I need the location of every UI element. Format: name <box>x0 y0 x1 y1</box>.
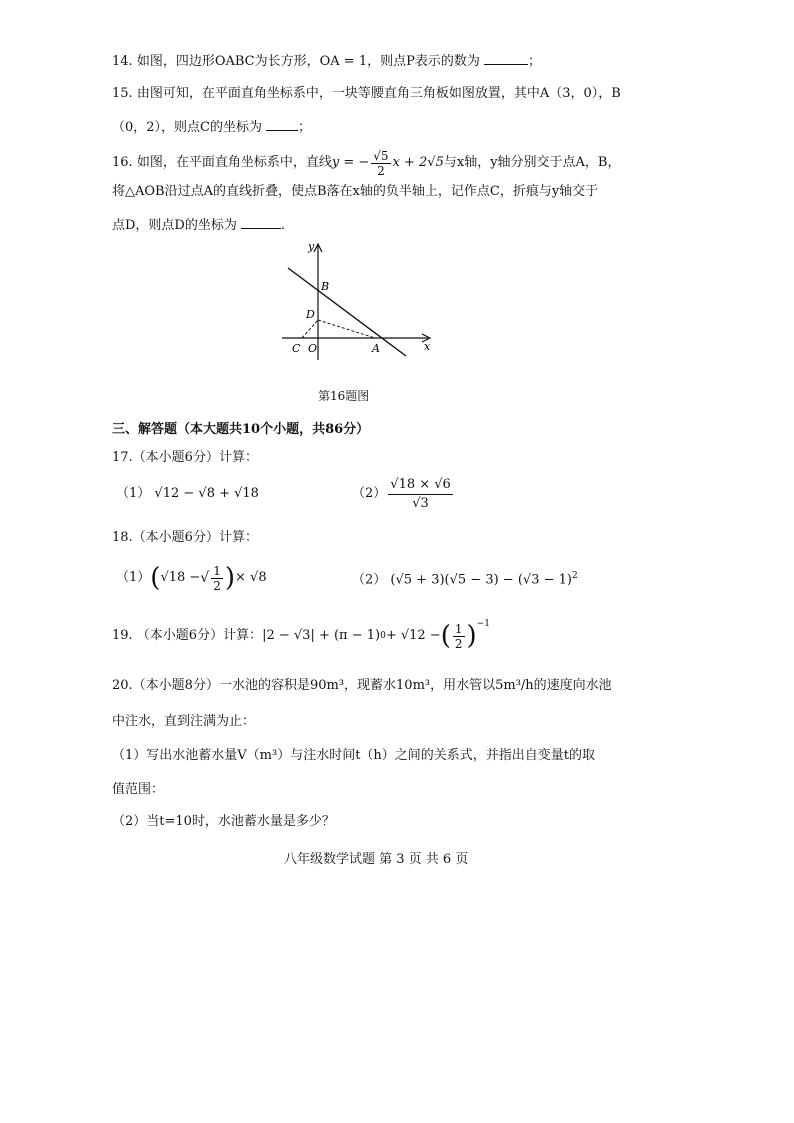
math-expression: + √12 − <box>385 628 441 643</box>
math-expression: √12 − √8 + √18 <box>154 486 259 501</box>
question-text: 如图，四边形OABC为长方形，OA = 1，则点P表示的数为 <box>136 54 480 69</box>
math-fraction: $\frac{1}{2}$ <box>454 621 463 651</box>
answer-blank <box>484 50 528 65</box>
question-text: 点D，则点D的坐标为 <box>112 218 237 233</box>
answer-blank <box>266 116 298 131</box>
question-14: 14. 如图，四边形OABC为长方形，OA = 1，则点P表示的数为 ； <box>112 50 541 72</box>
fold-line-da <box>318 320 375 338</box>
question-number: 14. <box>112 54 133 69</box>
question-20-line3: （1）写出水池蓄水量V（m³）与注水时间t（h）之间的关系式，并指出自变量t的取 <box>112 748 596 763</box>
label-b: B <box>321 280 330 293</box>
question-text: 由图可知，在平面直角坐标系中，一块等腰直角三角板如图放置，其中A（3，0），B <box>136 86 621 101</box>
question-17-head: 17.（本小题6分）计算： <box>112 450 258 465</box>
page-footer: 八年级数学试题 第 3 页 共 6 页 <box>284 852 469 867</box>
math-fraction: $\frac{√18 \times √6}{√3}$ <box>390 476 451 511</box>
equation-prefix: y = − <box>331 155 370 170</box>
question-18-part2: （2） $(√5 + 3)(√5 - 3) - (√3 - 1)^2$ <box>352 571 578 588</box>
question-number: 16. <box>112 155 133 170</box>
question-number: 15. <box>112 86 133 101</box>
section-title: 三、解答题（本大题共10个小题，共86分） <box>112 422 370 437</box>
question-text: 与x轴，y轴分别交于点A，B， <box>443 155 621 170</box>
label-d: D <box>306 308 315 321</box>
question-15-line2: （0，2），则点C的坐标为 ； <box>112 116 311 138</box>
figure-caption: 第16题图 <box>318 389 370 403</box>
question-15-line1 <box>112 84 621 104</box>
question-20-line1: 20.（本小题8分）一水池的容积是90m³，现蓄水10m³，用水管以5m³/h的速度向水池 <box>112 678 612 693</box>
question-20-line5: （2）当t=10时，水池蓄水量是多少？ <box>112 814 335 829</box>
math-expression: (√5 + 3)(√5 − 3) − (√3 − 1) <box>390 572 572 588</box>
question-16-line2 <box>112 182 598 202</box>
question-20-line2: 中注水，直到注满为止： <box>112 714 256 729</box>
math-expression: √18 − <box>160 570 201 585</box>
question-17-part1: （1） √12 − √8 + √18 <box>116 486 259 501</box>
question-text: 将△AOB沿过点A的直线折叠，使点B落在x轴的负半轴上，记作点C，折痕与y轴交于 <box>112 184 599 199</box>
question-17-part2: （2） $\frac{√18 \times √6}{√3}$ <box>352 476 451 511</box>
question-19: 19. （本小题6分）计算： |2 − √3| + (π − 1) 0 + √12 − ( $\frac{1}{2}$ ) $^{-1}$ <box>112 619 490 651</box>
question-text: 19. （本小题6分）计算： <box>112 628 263 643</box>
math-expression: × √8 <box>235 570 267 585</box>
question-18-head: 18.（本小题6分）计算： <box>112 530 258 545</box>
equation-suffix: x + 2√5 <box>392 155 444 170</box>
math-fraction: $\frac{1}{2}$ <box>213 563 221 593</box>
label-y: y <box>308 240 315 253</box>
question-16-line3: 点D，则点D的坐标为 . <box>112 214 285 236</box>
question-text: （0，2），则点C的坐标为 <box>112 120 262 135</box>
equation-fraction: $\frac{√5}{2}$ <box>373 148 389 178</box>
label-a: A <box>372 342 380 355</box>
question-16-figure <box>272 240 452 370</box>
label-x: x <box>424 340 431 353</box>
question-18-part1: （1） ( √18 − √ $\frac{1}{2}$ ) × √8 <box>116 563 267 593</box>
math-expression: |2 − √3| + (π − 1) <box>262 628 381 643</box>
label-o: O <box>308 342 318 355</box>
label-c: C <box>292 342 301 355</box>
question-20-line4: 值范围： <box>112 782 165 797</box>
segment-cd <box>302 320 318 338</box>
question-16-line1 <box>112 146 620 180</box>
question-text: 如图，在平面直角坐标系中，直线 <box>136 155 332 170</box>
answer-blank <box>241 214 281 229</box>
